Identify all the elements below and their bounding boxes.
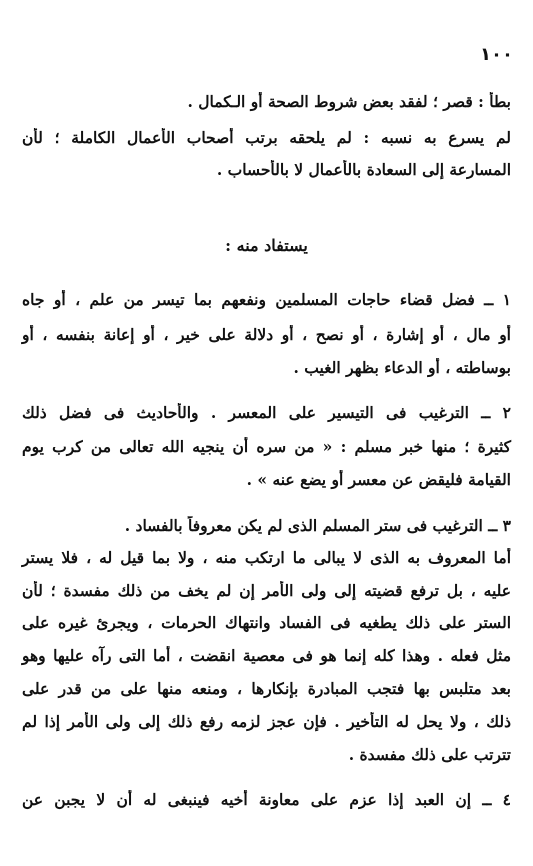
text-line: القيامة فليقض عن معسر أو يضع عنه » .	[246, 470, 511, 489]
text-line: بطأ : قصر ؛ لفقد بعض شروط الصحة أو الـكمال .	[187, 92, 511, 111]
text-line: مثل فعله . وهذا كله إنما هو فى معصية انقضت ، أما التى رآه عليها وهو	[22, 646, 511, 665]
section-heading: يستفاد منه :	[225, 236, 308, 255]
text-line: كثيرة ؛ منها خبر مسلم : « من سره أن ينجيه الله تعالى من كرب يوم	[22, 437, 511, 456]
text-line: أو مال ، أو إشارة ، أو نصح ، أو دلالة على خير ، أو إعانة بنفسه ، أو	[22, 325, 511, 344]
text-line: تترتب على ذلك مفسدة .	[348, 745, 511, 764]
text-line: لم يسرع به نسبه : لم يلحقه برتب أصحاب الأعمال الكاملة ؛ لأن	[22, 128, 511, 147]
text-line: ٢ ــ الترغيب فى التيسير على المعسر . والأحاديث فى فضل ذلك	[22, 403, 511, 422]
text-line: بعد متلبس بها فتجب المبادرة بإنكارها ، ومنعه منها على من قدر على	[22, 679, 511, 698]
text-line: الستر على ذلك يطغيه فى الفساد وانتهاك الحرمات ، ويجرئ غيره على	[22, 613, 511, 632]
page-number: ١٠٠	[480, 44, 513, 65]
text-line: بوساطته ، أو الدعاء بظهر الغيب .	[293, 358, 511, 377]
text-line: ذلك ، ولا يحل له التأخير . فإن عجز لزمه رفع ذلك إلى ولى الأمر إذا لم	[22, 712, 511, 731]
text-line: المسارعة إلى السعادة بالأعمال لا بالأحساب .	[216, 160, 511, 179]
text-line: أما المعروف به الذى لا يبالى ما ارتكب منه ، ولا بما قيل له ، فلا يستر	[22, 548, 511, 567]
text-line: ١ ــ فضل قضاء حاجات المسلمين ونفعهم بما تيسر من علم ، أو جاه	[22, 290, 511, 309]
text-line: عليه ، بل ترفع قضيته إلى ولى الأمر إن لم يخف من ذلك مفسدة ؛ لأن	[22, 581, 511, 600]
text-line: ٤ ــ إن العبد إذا عزم على معاونة أخيه فينبغى له أن لا يجبن عن	[22, 790, 511, 809]
text-line: ٣ ــ الترغيب فى ستر المسلم الذى لم يكن معروفاً بالفساد .	[124, 516, 511, 535]
